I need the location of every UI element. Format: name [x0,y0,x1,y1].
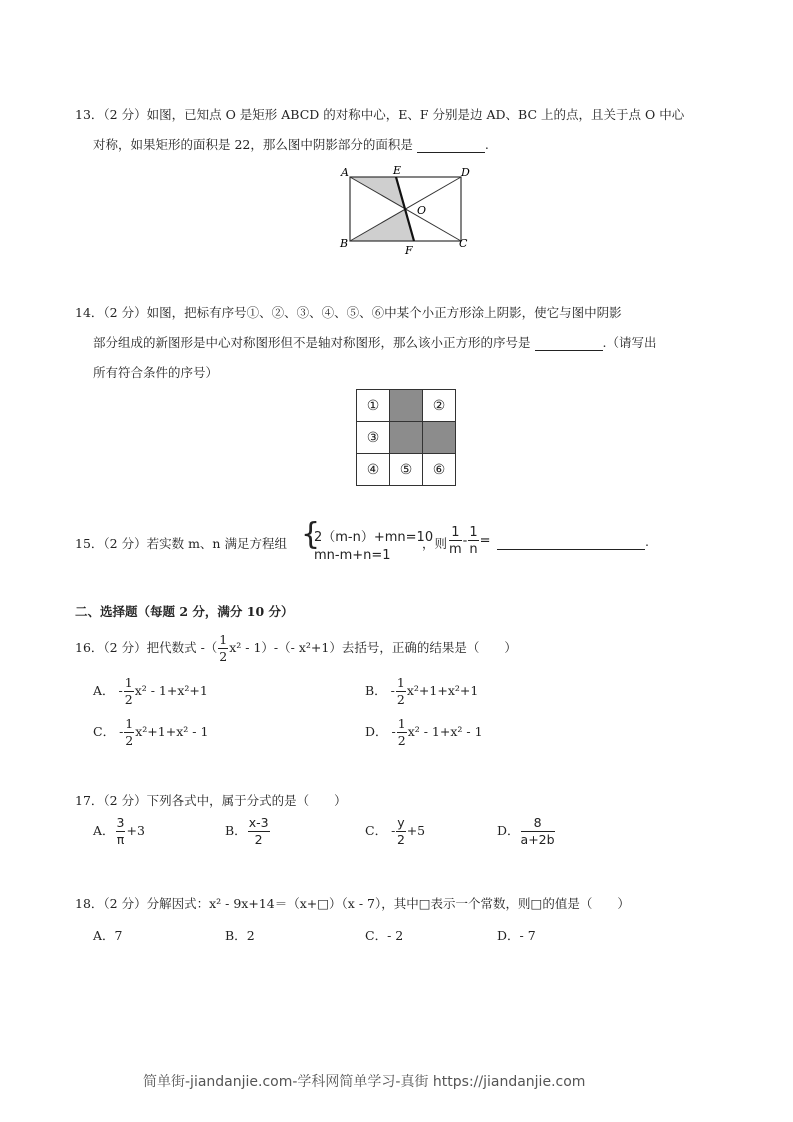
q15-answer-blank[interactable] [497,534,645,550]
q14-grid [356,389,456,486]
q15-intro: 15．（2 分）若实数 m、n 满足方程组 [75,536,287,551]
q17-option-a[interactable]: A． $\frac{3}{\pi}$ +3 [93,815,145,847]
q17-option-b[interactable]: B． $\frac{x-3}{2}$ [225,815,269,847]
label-c: C [459,237,468,250]
q16-option-a[interactable]: A． - $\frac{1}{2}$ x² - 1+x²+1 [93,675,208,707]
grid-cell-6: ⑥ [423,454,456,486]
label-a: A [341,166,349,179]
q15-expression: $\frac{1}{m}$ - $\frac{1}{n}$ = [449,525,491,557]
q14-answer-blank[interactable] [535,335,603,351]
q14-line3: 所有符合条件的序号） [93,365,219,380]
q18-stem: 18．（2 分）分解因式：x² - 9x+14＝（x+□）（x - 7），其中□表示一个常数，则□的值是（ ） [75,896,630,911]
q17-stem: 17．（2 分）下列各式中，属于分式的是（ ） [75,793,347,808]
label-o: O [417,204,427,217]
section-title: 二、选择题（每题 2 分，满分 10 分） [75,604,294,619]
q13-figure [335,162,475,257]
grid-cell-shaded [390,390,423,422]
grid-cell-shaded [390,422,423,454]
q16-stem: 16．（2 分）把代数式 -（ $\frac{1}{2}$ x² - 1）-（- x²+1）去括号，正确的结果是（ ） [75,632,517,664]
q15-answer: . [497,534,649,550]
q13-answer-blank[interactable] [417,137,485,153]
q16-option-c[interactable]: C． - $\frac{1}{2}$ x²+1+x² - 1 [93,716,209,748]
label-f: F [405,244,413,257]
q15-eq2: mn-m+n=1 [314,548,391,563]
q18-option-d[interactable]: D．- 7 [497,928,536,943]
q16-option-d[interactable]: D． - $\frac{1}{2}$ x² - 1+x² - 1 [365,716,483,748]
grid-cell-1: ① [357,390,390,422]
grid-cell-2: ② [423,390,456,422]
q17-option-d[interactable]: D． $\frac{8}{a+2b}$ [497,815,555,847]
shade-bottom [350,209,414,241]
q16-option-b[interactable]: B． - $\frac{1}{2}$ x²+1+x²+1 [365,675,479,707]
q15-eq1: 2（m-n）+mn=10 [314,530,434,545]
q18-option-b[interactable]: B．2 [225,928,255,943]
grid-cell-5: ⑤ [390,454,423,486]
label-b: B [340,237,349,250]
brace-icon: { [301,517,321,552]
grid-cell-shaded [423,422,456,454]
q14-line1: 14．（2 分）如图，把标有序号①、②、③、④、⑤、⑥中某个小正方形涂上阴影，使它与图中阴影 [75,305,622,320]
q13-line1: 13．（2 分）如图，已知点 O 是矩形 ABCD 的对称中心，E、F 分别是边 AD、BC 上的点，且关于点 O 中心 [75,107,685,122]
q13-line2: 对称，如果矩形的面积是 22，那么图中阴影部分的面积是 . [93,137,489,152]
q15-then: ，则 [422,536,448,551]
grid-cell-4: ④ [357,454,390,486]
label-d: D [461,166,470,179]
q18-option-c[interactable]: C．- 2 [365,928,404,943]
q17-option-c[interactable]: C． - $\frac{y}{2}$ +5 [365,815,426,847]
q14-line2: 部分组成的新图形是中心对称图形但不是轴对称图形，那么该小正方形的序号是 .（请写出 [93,335,657,350]
label-e: E [393,164,402,177]
footer-watermark: 简单街-jiandanjie.com-学科网简单学习-真街 https://jiandanjie.com [143,1074,586,1090]
q18-option-a[interactable]: A．7 [93,928,123,943]
grid-cell-3: ③ [357,422,390,454]
